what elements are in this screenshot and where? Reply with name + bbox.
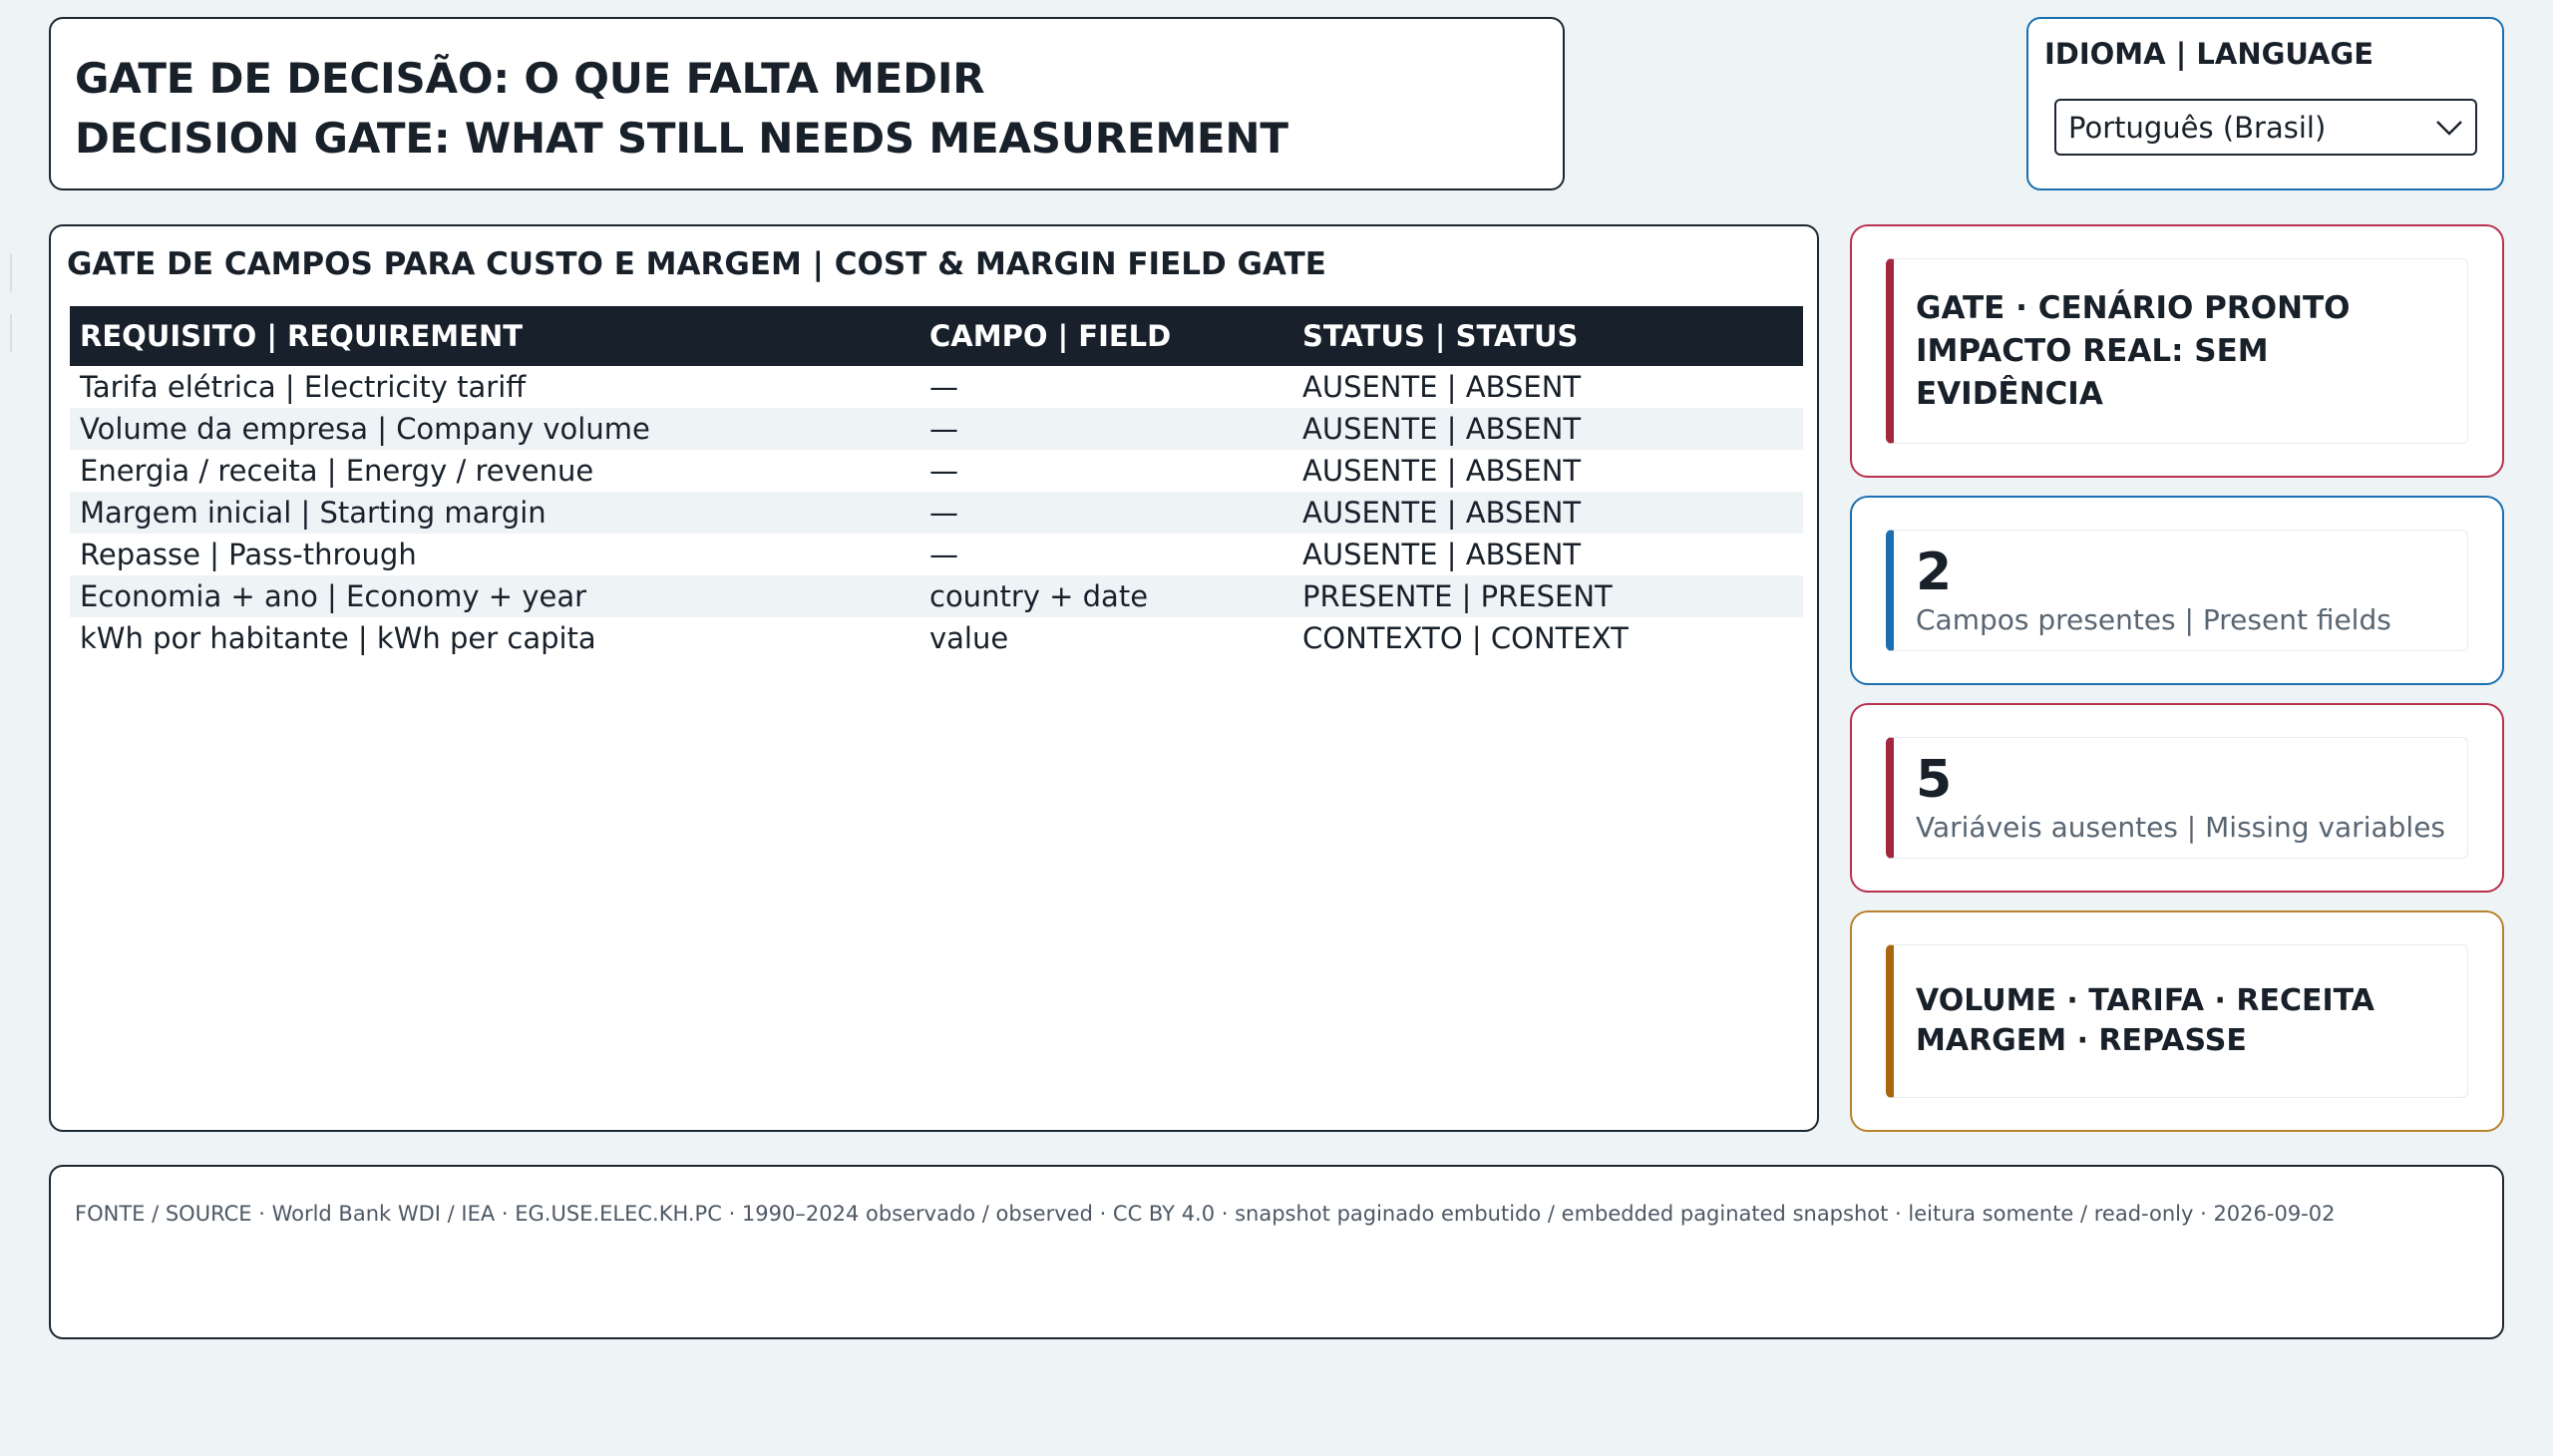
present-fields-card: [1850, 496, 2504, 685]
cell-requirement: Margem inicial | Starting margin: [80, 496, 547, 530]
cell-field: country + date: [929, 579, 1149, 613]
scroll-edge-mark: [10, 314, 12, 352]
cell-field: —: [929, 454, 958, 488]
missing-list-card: [1850, 910, 2504, 1132]
missing-variables-inner: [1886, 737, 2468, 859]
cell-requirement: Energia / receita | Energy / revenue: [80, 454, 594, 488]
cell-requirement: Repasse | Pass-through: [80, 538, 417, 571]
cell-status: AUSENTE | ABSENT: [1302, 454, 1582, 488]
missing-list-line-1: VOLUME · TARIFA · RECEITA: [1916, 983, 2375, 1018]
cell-requirement: kWh por habitante | kWh per capita: [80, 621, 596, 655]
present-fields-label: Campos presentes | Present fields: [1916, 603, 2391, 636]
cell-requirement: Economia + ano | Economy + year: [80, 579, 587, 613]
table-row: [70, 366, 1803, 408]
language-select[interactable]: [2054, 99, 2477, 156]
page-title-pt: GATE DE DECISÃO: O QUE FALTA MEDIR: [75, 54, 985, 103]
table-row: [70, 617, 1803, 659]
field-gate-table: [70, 306, 1803, 659]
gate-status-inner: [1886, 258, 2468, 444]
source-text: FONTE / SOURCE · World Bank WDI / IEA · EG.USE.ELEC.KH.PC · 1990–2024 observado / observed · CC BY 4.0 · snapshot paginado embutido / embedded paginated snapshot · leitura somente / read-only · 2026-09-02: [75, 1202, 2336, 1226]
cell-field: —: [929, 412, 958, 446]
gate-status-line-2: IMPACTO REAL: SEM EVIDÊNCIA: [1916, 332, 2269, 412]
cell-field: —: [929, 370, 958, 404]
language-panel: [2026, 17, 2504, 190]
table-row: [70, 408, 1803, 450]
missing-variables-card: [1850, 703, 2504, 893]
table-row: [70, 492, 1803, 534]
language-selected-value: Português (Brasil): [2068, 110, 2327, 145]
missing-list-inner: [1886, 944, 2468, 1098]
missing-variables-count: 5: [1916, 750, 1953, 810]
gate-status-card: [1850, 224, 2504, 478]
source-footer: [49, 1165, 2504, 1339]
page-title-en: DECISION GATE: WHAT STILL NEEDS MEASUREMENT: [75, 114, 1288, 163]
cell-field: value: [929, 621, 1009, 655]
cell-status: AUSENTE | ABSENT: [1302, 370, 1582, 404]
chevron-down-icon: [2435, 118, 2463, 138]
page-header: [49, 17, 1565, 190]
cell-status: PRESENTE | PRESENT: [1302, 579, 1613, 613]
table-header-row: [70, 306, 1803, 366]
present-fields-inner: [1886, 530, 2468, 651]
table-row: [70, 534, 1803, 575]
table-row: [70, 450, 1803, 492]
column-header-field: CAMPO | FIELD: [929, 319, 1172, 353]
field-gate-panel: [49, 224, 1819, 1132]
cell-status: AUSENTE | ABSENT: [1302, 538, 1582, 571]
cell-status: AUSENTE | ABSENT: [1302, 412, 1582, 446]
language-label: IDIOMA | LANGUAGE: [2044, 37, 2374, 71]
column-header-requirement: REQUISITO | REQUIREMENT: [80, 319, 524, 353]
gate-status-line-1: GATE · CENÁRIO PRONTO: [1916, 289, 2351, 326]
cell-requirement: Volume da empresa | Company volume: [80, 412, 650, 446]
cell-field: —: [929, 496, 958, 530]
missing-list-line-2: MARGEM · REPASSE: [1916, 1023, 2247, 1058]
field-gate-title: GATE DE CAMPOS PARA CUSTO E MARGEM | COST & MARGIN FIELD GATE: [67, 246, 1326, 282]
cell-status: AUSENTE | ABSENT: [1302, 496, 1582, 530]
cell-field: —: [929, 538, 958, 571]
cell-requirement: Tarifa elétrica | Electricity tariff: [80, 370, 527, 404]
missing-variables-label: Variáveis ausentes | Missing variables: [1916, 811, 2446, 844]
scroll-edge-mark: [10, 254, 12, 292]
column-header-status: STATUS | STATUS: [1302, 319, 1579, 353]
table-row: [70, 575, 1803, 617]
cell-status: CONTEXTO | CONTEXT: [1302, 621, 1629, 655]
present-fields-count: 2: [1916, 543, 1953, 602]
